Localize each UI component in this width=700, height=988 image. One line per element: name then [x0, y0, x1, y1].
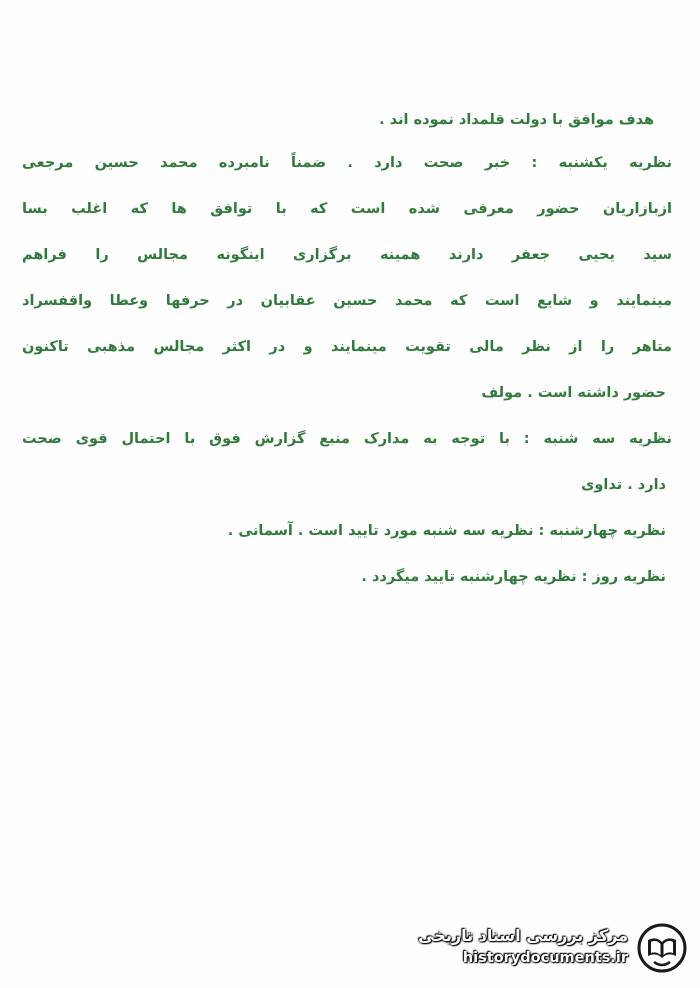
watermark-title: مرکز بررسی اسناد تاریخی [418, 926, 628, 945]
text-line-5: مینمایند و شایع است که محمد حسین عقابیان در حرفها وعطا واقفسراد [22, 293, 672, 309]
text-line-2: نظریه یکشنبه : خبر صحت دارد . ضمناً نامبرده محمد حسین مرجعی [22, 155, 672, 171]
text-line-7: حضور داشته است . مولف [481, 385, 666, 401]
text-line-3: ازبازاریان حضور معرفی شده است که با توافق ها که اغلب بسا [22, 201, 672, 217]
text-line-8: نظریه سه شنبه : با توجه به مدارک منبع گزارش فوق با احتمال قوی صحت [22, 431, 672, 447]
text-line-10: نظریه چهارشنبه : نظریه سه شنبه مورد تایید است . آسمانی . [227, 523, 666, 539]
text-line-6: متاهر را از نظر مالی تقویت مینمایند و در اکثر مجالس مذهبی تاکنون [22, 339, 672, 355]
text-line-4: سید یحیی جعفر دارند همینه برگزاری اینگونه مجالس را فراهم [22, 247, 672, 263]
watermark [406, 920, 688, 976]
book-emblem-icon [636, 922, 688, 974]
text-line-1: هدف موافق با دولت قلمداد نموده اند . [379, 112, 654, 128]
document-body [22, 100, 672, 600]
text-line-9: دارد . تداوی [581, 477, 666, 493]
text-line-11: نظریه روز : نظریه چهارشنبه تایید میگردد . [361, 569, 666, 585]
watermark-url: historydocuments.ir [462, 950, 628, 966]
